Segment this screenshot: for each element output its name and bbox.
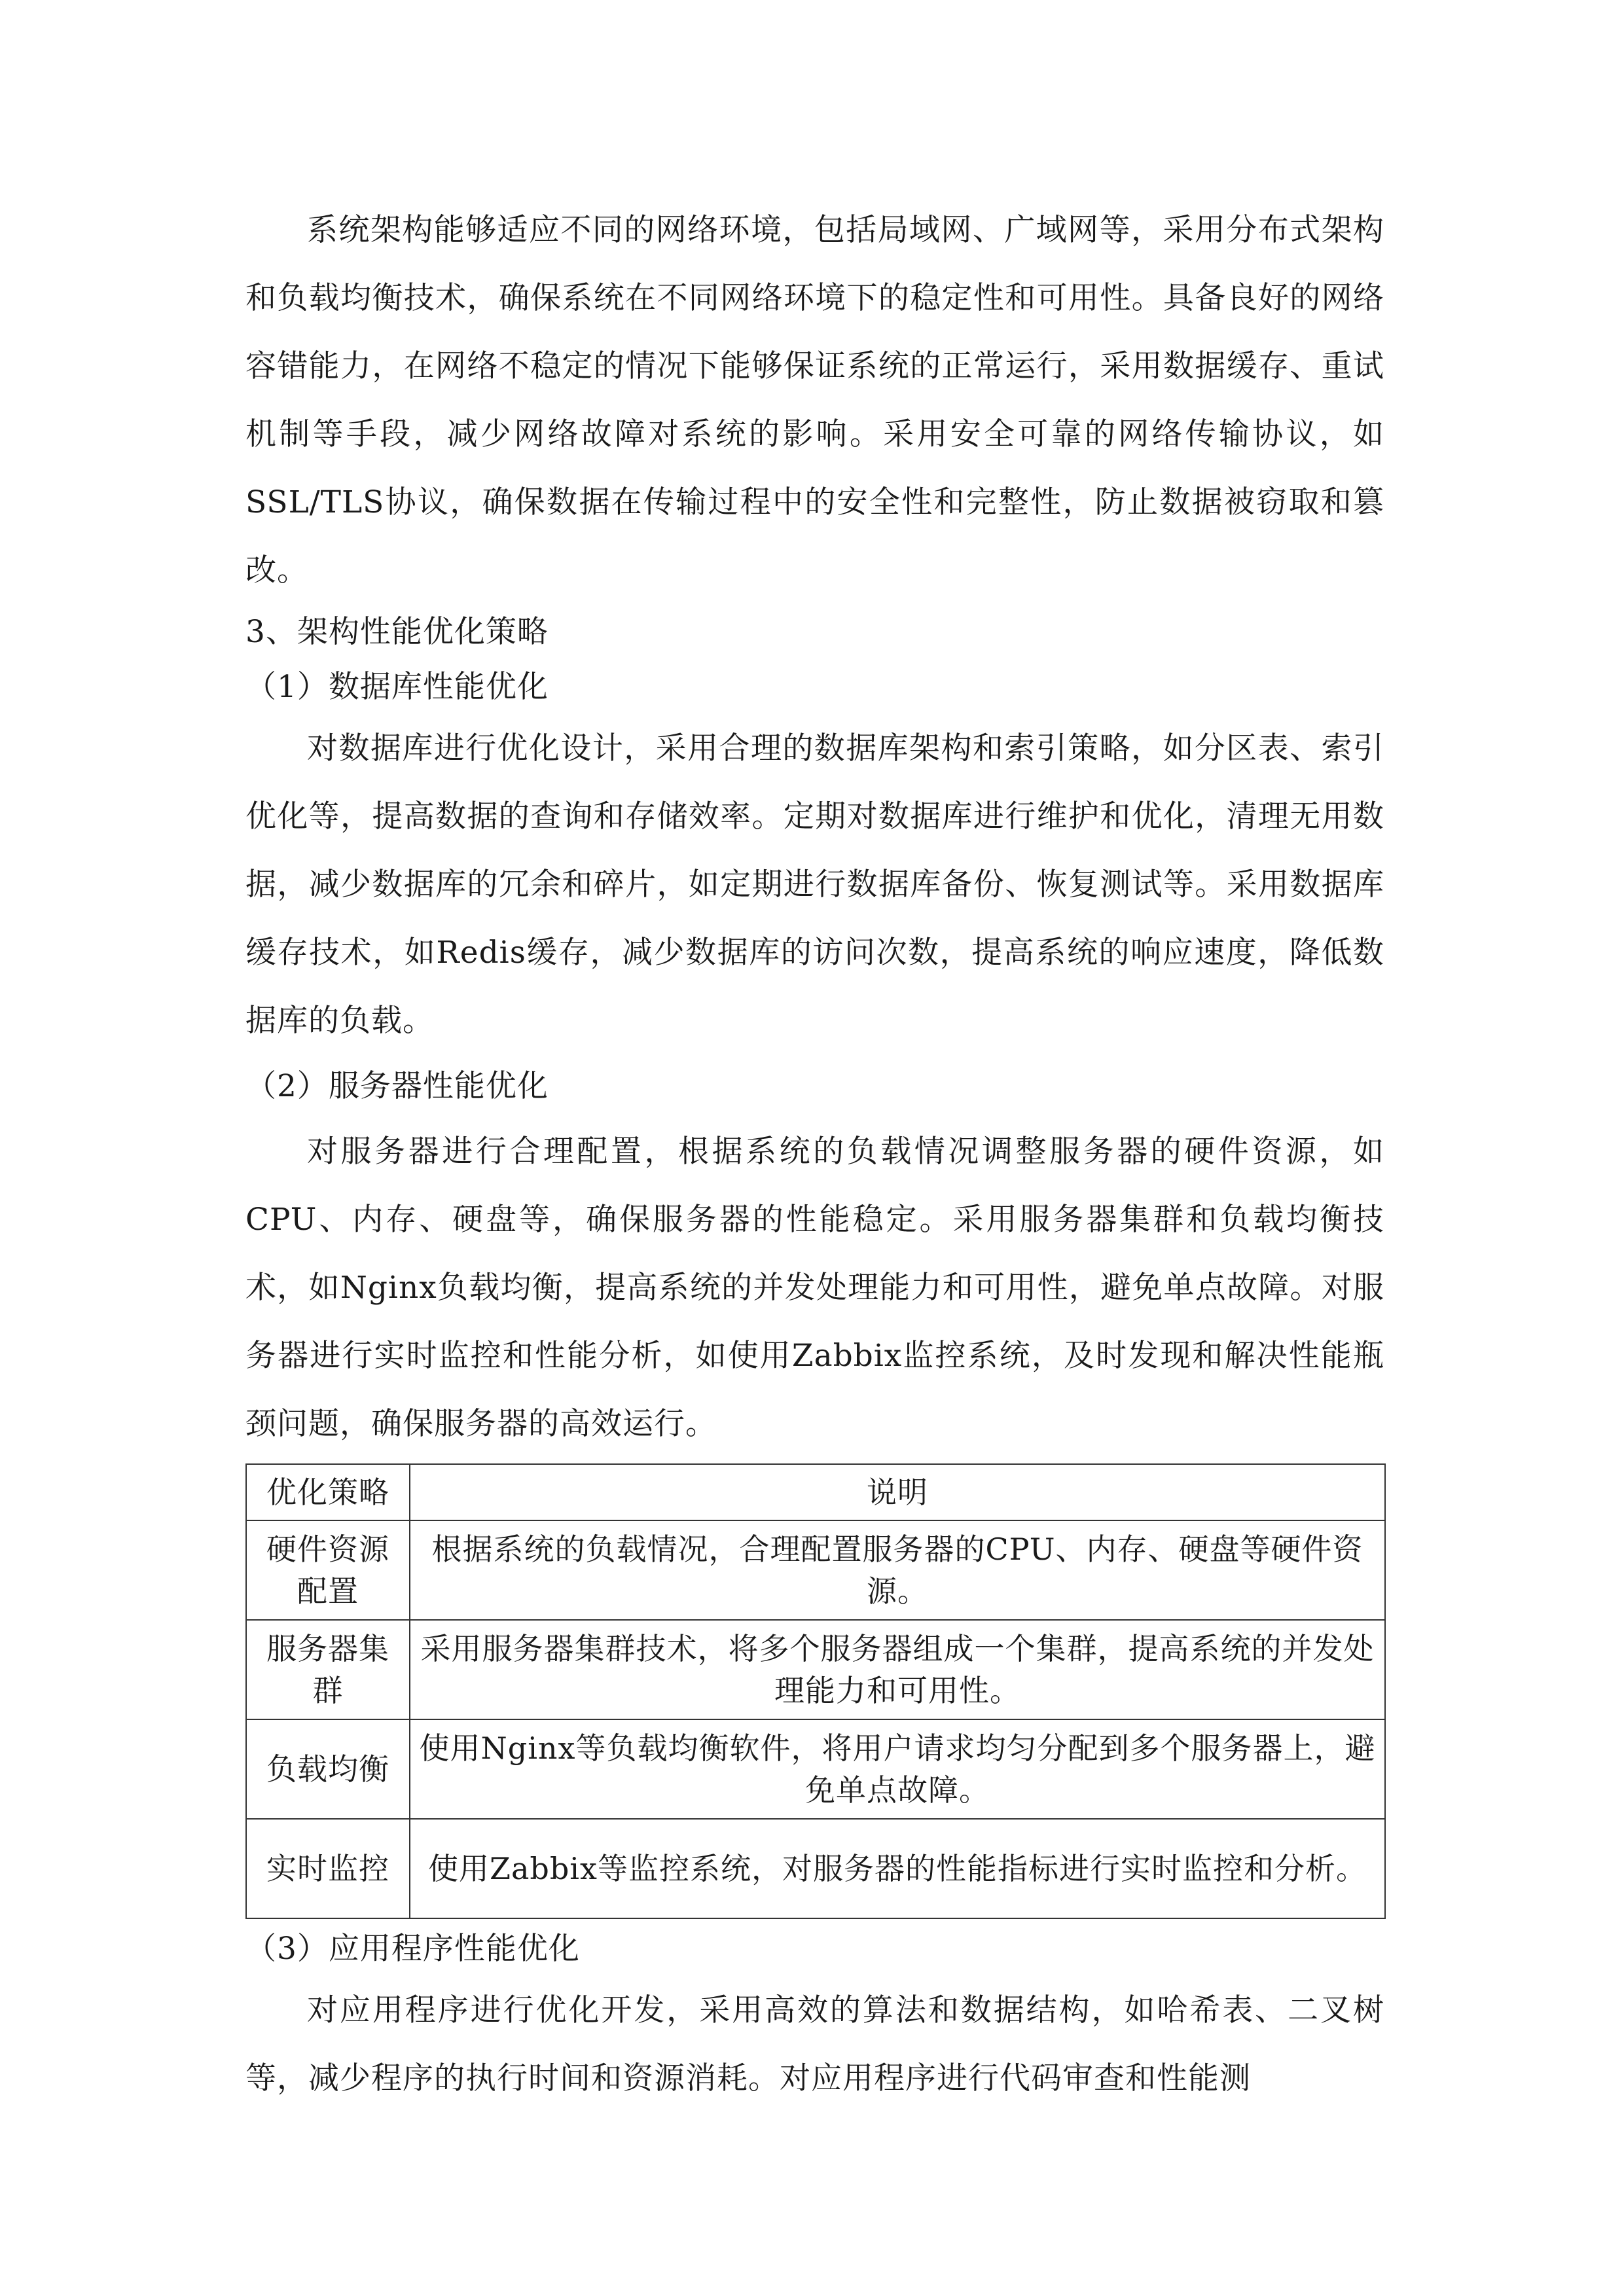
table-cell-strategy: 服务器集群	[246, 1620, 410, 1719]
table-row	[246, 1819, 1385, 1918]
paragraph-network-adaptability: 系统架构能够适应不同的网络环境，包括局域网、广域网等，采用分布式架构和负载均衡技术，确保系统在不同网络环境下的稳定性和可用性。具备良好的网络容错能力，在网络不稳定的情况下能够保证系统的正常运行，采用数据缓存、重试机制等手段，减少网络故障对系统的影响。采用安全可靠的网络传输协议，如SSL/TLS协议，确保数据在传输过程中的安全性和完整性，防止数据被窃取和篡改。	[245, 212, 1384, 588]
column-header-description: 说明	[410, 1464, 1385, 1520]
heading-application-optimization: （3）应用程序性能优化	[245, 1931, 580, 1967]
table-cell-description: 根据系统的负载情况，合理配置服务器的CPU、内存、硬盘等硬件资源。	[410, 1520, 1385, 1620]
table-cell-strategy: 实时监控	[246, 1819, 410, 1918]
table-row	[246, 1620, 1385, 1719]
table-cell-description: 采用服务器集群技术，将多个服务器组成一个集群，提高系统的并发处理能力和可用性。	[410, 1620, 1385, 1719]
heading-server-optimization: （2）服务器性能优化	[245, 1068, 549, 1104]
table-cell-strategy: 负载均衡	[246, 1719, 410, 1819]
table-header-row	[246, 1464, 1385, 1520]
heading-database-optimization: （1）数据库性能优化	[245, 669, 549, 705]
page-content	[245, 196, 1384, 2113]
optimization-strategy-table	[245, 1463, 1386, 1919]
paragraph-application-optimization: 对应用程序进行优化开发，采用高效的算法和数据结构，如哈希表、二叉树等，减少程序的执行时间和资源消耗。对应用程序进行代码审查和性能测	[245, 1992, 1384, 2096]
table-row	[246, 1719, 1385, 1819]
table-cell-strategy: 硬件资源配置	[246, 1520, 410, 1620]
table-row	[246, 1520, 1385, 1620]
table-cell-description: 使用Zabbix等监控系统，对服务器的性能指标进行实时监控和分析。	[410, 1819, 1385, 1918]
paragraph-database-optimization: 对数据库进行优化设计，采用合理的数据库架构和索引策略，如分区表、索引优化等，提高数据的查询和存储效率。定期对数据库进行维护和优化，清理无用数据，减少数据库的冗余和碎片，如定期进行数据库备份、恢复测试等。采用数据库缓存技术，如Redis缓存，减少数据库的访问次数，提高系统的响应速度，降低数据库的负载。	[245, 730, 1384, 1039]
heading-section-3: 3、架构性能优化策略	[245, 614, 549, 650]
column-header-strategy: 优化策略	[246, 1464, 410, 1520]
paragraph-server-optimization: 对服务器进行合理配置，根据系统的负载情况调整服务器的硬件资源，如CPU、内存、硬盘等，确保服务器的性能稳定。采用服务器集群和负载均衡技术，如Nginx负载均衡，提高系统的并发处理能力和可用性，避免单点故障。对服务器进行实时监控和性能分析，如使用Zabbix监控系统，及时发现和解决性能瓶颈问题，确保服务器的高效运行。	[245, 1134, 1384, 1442]
table-cell-description: 使用Nginx等负载均衡软件，将用户请求均匀分配到多个服务器上，避免单点故障。	[410, 1719, 1385, 1819]
